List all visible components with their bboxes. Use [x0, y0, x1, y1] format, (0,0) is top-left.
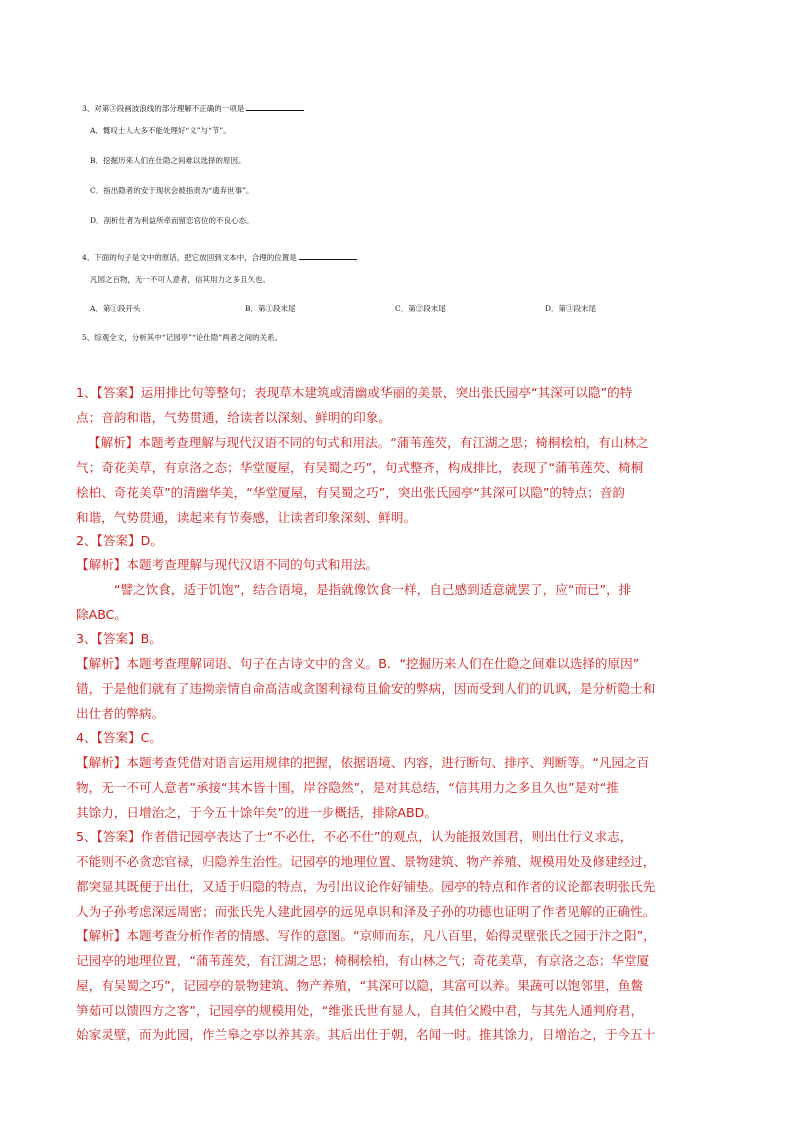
answer-line: 除ABC。: [76, 607, 128, 622]
answer-line: 记园亭的地理位置，“蒲苇莲芡，有江湖之思；椅桐桧柏，有山林之气；奇花美草，有京洛之态；华堂厦: [76, 953, 650, 968]
answer-line: 物，无一不可人意者”承接“其木皆十围，岸谷隐然”，是对其总结，“信其用力之多且久也”是对“推: [76, 780, 619, 795]
answer-line: 4、【答案】C。: [76, 730, 163, 745]
question-4-option-b: B．第①段末尾: [245, 304, 296, 313]
question-4-option-a: A．第①段开头: [90, 304, 141, 313]
answer-line: 3、【答案】B。: [76, 631, 162, 646]
question-4-sentence: 凡园之百物，无一不可人意者，信其用力之多且久也。: [90, 275, 270, 284]
answer-line: 屋，有吴蜀之巧”，记园亭的景物建筑、物产养殖，“其深可以隐，其富可以养。果蔬可以饱邻里，鱼鳖: [76, 978, 644, 993]
answer-line: 5、【答案】作者借记园亭表达了士“不必仕，不必不仕”的观点，认为能报效国君，则出仕行义求志，: [76, 829, 633, 844]
question-3-option-a: A．慨叹士人大多不能处理好“义”与“节”。: [90, 126, 231, 135]
answer-line: 【解析】本题考查分析作者的情感、写作的意图。“京师而东，凡八百里，始得灵壁张氏之园于汴之阳”，: [76, 928, 656, 943]
question-3-stem: [82, 96, 800, 114]
answer-line: 错，于是他们就有了违拗亲情自命高洁或贪图利禄苟且偷安的弊病，因而受到人们的讥讽，是分析隐士和: [76, 681, 656, 696]
answer-line: 气；奇花美草，有京洛之态；华堂厦屋，有吴蜀之巧”，句式整齐，构成排比，表现了“蒲苇莲芡、椅桐: [76, 460, 644, 475]
question-4-option-d: D．第③段末尾: [545, 304, 597, 313]
answer-line: 始家灵壁，而为此园，作兰皋之亭以养其亲。其后出仕于朝，名闻一时。推其馀力，日增治之，于今五十: [76, 1027, 656, 1042]
answer-line: 【解析】本题考查理解与现代汉语不同的句式和用法。“蒲苇莲芡，有江湖之思；椅桐桧柏，有山林之: [88, 435, 649, 450]
question-4-option-c: C．第②段末尾: [395, 304, 446, 313]
answer-line: 【解析】本题考查理解与现代汉语不同的句式和用法。: [76, 557, 379, 572]
question-4-stem: [82, 245, 800, 263]
answer-line: 和谐，气势贯通，读起来有节奏感，让读者印象深刻、鲜明。: [76, 510, 417, 525]
question-4-options: [90, 303, 800, 314]
question-3-stem-text: 3、对第③段画波浪线的部分理解不正确的一项是: [82, 104, 245, 113]
answer-line: 都突显其既便于出仕，又适于归隐的特点，为引出议论作好铺垫。园亭的特点和作者的议论都表明张氏先: [76, 879, 656, 894]
answer-line: 2、【答案】D。: [76, 533, 163, 548]
answer-line: 出仕者的弊病。: [76, 706, 165, 721]
answer-line: 笋茹可以馈四方之客”，记园亭的规模用处，“维张氏世有显人，自其伯父殿中君，与其先人通判府君，: [76, 1003, 644, 1018]
answer-line: 桧柏、奇花美草”的清幽华美，“华堂厦屋，有吴蜀之巧”，突出张氏园亭“其深可以隐”的特点；音韵: [76, 485, 625, 500]
answer-blank: [299, 245, 357, 260]
answer-line: 人为子孙考虑深远周密；而张氏先人建此园亭的远见卓识和泽及子孙的功德也证明了作者见解的正确性。: [76, 904, 656, 919]
answer-blank: [246, 96, 304, 111]
answer-line: “譬之饮食，适于饥饱”，结合语境，是指就像饮食一样，自己感到适意就罢了，应“而已”，排: [114, 582, 632, 597]
question-3-option-c: C．指出隐者的安于现状会被指责为“遗弃世事”。: [90, 186, 254, 195]
answer-line: 不能则不必贪恋官禄，归隐养生治性。记园亭的地理位置、景物建筑、物产养殖、规模用处及修建经过，: [76, 854, 656, 869]
question-3-option-d: D．剖析仕者为利益所牵而留恋官位的不良心态。: [90, 216, 254, 225]
question-4-stem-text: 4、下面的句子是文中的原话，把它放回到文本中，合理的位置是: [82, 253, 297, 262]
answer-line: 其馀力，日增治之，于今五十馀年矣”的进一步概括，排除ABD。: [76, 805, 437, 820]
question-3-option-b: B．挖掘历来人们在仕隐之间难以选择的原因。: [90, 156, 246, 165]
answer-line: 【解析】本题考查凭借对语言运用规律的把握，依据语境、内容，进行断句、排序、判断等。“凡园之百: [76, 755, 650, 770]
question-5-stem: 5、综观全文，分析其中“记园亭”“论仕隐”两者之间的关系。: [82, 333, 283, 342]
answer-line: 点；音韵和谐，气势贯通，给读者以深刻、鲜明的印象。: [76, 410, 391, 425]
answer-line: 1、【答案】运用排比句等整句；表现草木建筑或清幽或华丽的美景，突出张氏园亭“其深可以隐”的特: [76, 385, 633, 400]
answer-line: 【解析】本题考查理解词语、句子在古诗文中的含义。B．“挖掘历来人们在仕隐之间难以选择的原因”: [76, 656, 640, 671]
